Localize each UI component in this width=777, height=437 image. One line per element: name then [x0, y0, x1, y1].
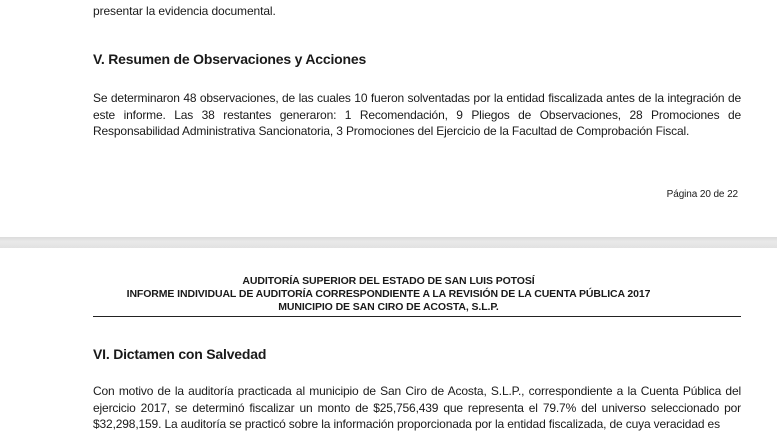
- section-vi-paragraph: Con motivo de la auditoría practicada al municipio de San Ciro de Acosta, S.L.P., correspondiente a la Cuenta Pública del ejercicio 2017, se determinó fiscalizar un monto de $25,756,439 que representa el 79.7% del universo seleccionado por $32,298,159. La auditoría se practicó sobre la información proporcionada por la entidad fiscalizada, de cuya veracidad es: [93, 384, 741, 431]
- section-heading-vi: VI. Dictamen con Salvedad: [93, 346, 267, 362]
- header-line-2: INFORME INDIVIDUAL DE AUDITORÍA CORRESPONDIENTE A LA REVISIÓN DE LA CUENTA PÚBLICA 2017: [126, 288, 651, 300]
- section-v-paragraph: Se determinaron 48 observaciones, de las cuales 10 fueron solventadas por la entidad fiscalizada antes de la integración de este informe. Las 38 restantes generaron: 1 Recomendación, 9 Pliegos de Observaciones, 28 Promociones de Responsabilidad Administrativa Sancionatoria, 3 Promociones del Ejercicio de la Facultad de Comprobación Fiscal.: [93, 91, 741, 138]
- section-heading-v: V. Resumen de Observaciones y Acciones: [93, 51, 367, 67]
- header-line-3: MUNICIPIO DE SAN CIRO DE ACOSTA, S.L.P.: [278, 301, 499, 313]
- clipped-paragraph-end: presentar la evidencia documental.: [93, 4, 276, 18]
- page-separator: [0, 237, 777, 248]
- document-page-21: [0, 248, 777, 437]
- header-line-1: AUDITORÍA SUPERIOR DEL ESTADO DE SAN LUIS POTOSÍ: [242, 275, 535, 287]
- page-number: Página 20 de 22: [666, 189, 738, 200]
- header-rule: [93, 316, 741, 317]
